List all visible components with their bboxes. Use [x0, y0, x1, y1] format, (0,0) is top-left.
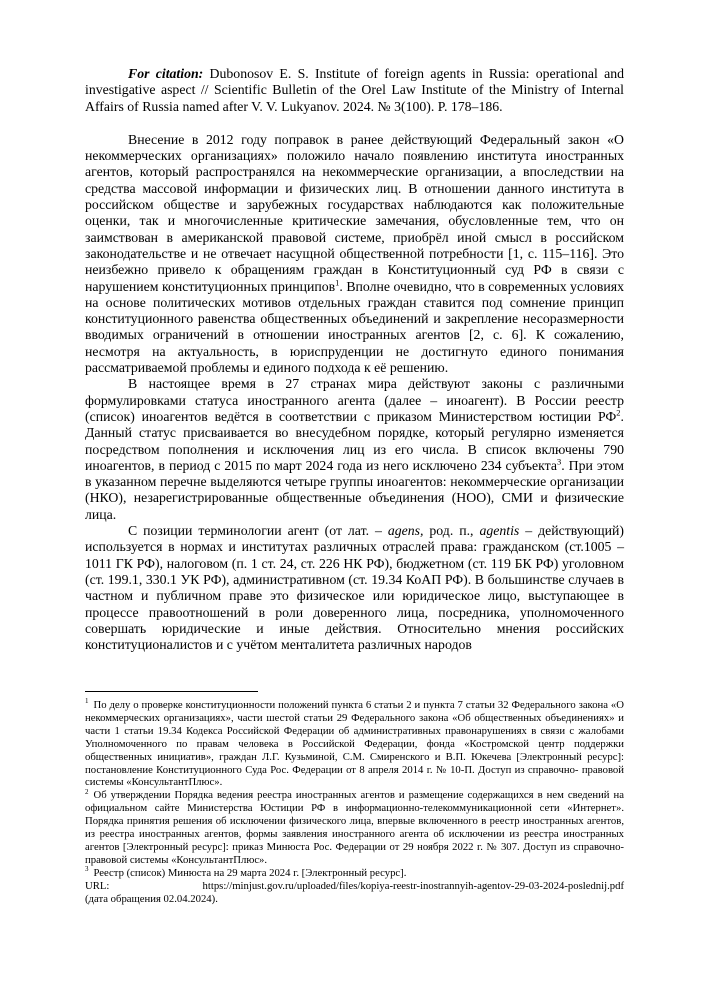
source-link[interactable]: https://minjust.gov.ru/uploaded/files/kopiya-reestr-inostrannyih-agentov-29-03-2024-poslednij.pdf	[202, 879, 624, 892]
citation-lead: For citation:	[128, 66, 204, 81]
footnote-text: По делу о проверке конституционности положений пункта 6 статьи 2 и пункта 7 статьи 32 Федерального закона «О некоммерческих организациях», части шестой статьи 29 Федерального закона «Об общественных объединениях» и части 1 статьи 19.34 Кодекса Российской Федерации об административных правонарушениях в связи с жалобами Уполномоченного по правам человека в Российской Федерации, фонда «Костромской центр поддержки общественных инициатив», граждан Л.Г. Кузьминой, С.М. Смиренского и В.П. Юкечева [Электронный ресурс]: постановление Конституционного Суда Рос. Федерации от 8 апреля 2014 г. № 10-П. Доступ из справочно- правовой системы «КонсультантПлюс».	[85, 699, 624, 789]
footnote-ref-1[interactable]: 1	[335, 276, 340, 287]
footnote-ref-2[interactable]: 2	[616, 407, 621, 418]
latin-term-agens: agens,	[387, 523, 424, 539]
paragraph-text: С позиции терминологии агент (от лат. –	[128, 523, 388, 539]
paragraph-text: – действующий) используется в нормах и институтах различных отраслей права: гражданском (ст.1005 – 1011 ГК РФ), налоговом (п. 1 ст. 24, ст. 226 НК РФ), бюджетном (ст. 119 БК РФ) уголовном (ст. 199.1, 330.1 УК РФ), административном (ст. 19.34 КоАП РФ). В большинстве случаев в частном и публичном праве это физическое или юридическое лицо, выступающее в процессе правоотношений в роли доверенного лица, посредника, уполномоченного совершать юридические и иные действия. Относительно мнения российских конституционалистов и с учётом менталитета различных народов	[85, 523, 624, 653]
footnote-number: 3	[85, 865, 89, 874]
footnote-number: 2	[85, 787, 89, 796]
paragraph-text: род. п.,	[423, 523, 480, 539]
paragraph-text: В настоящее время в 27 странах мира действуют законы с различными формулировками статуса иностранного агента (далее – иноагент). В России реестр (список) иноагентов ведётся в соответствии с приказом Министерством юстиции РФ	[85, 376, 624, 424]
latin-term-agentis: agentis	[479, 523, 520, 539]
body-paragraph-3	[85, 523, 624, 653]
footnote-ref-3[interactable]: 3	[556, 456, 562, 467]
footnote-text: Реестр (список) Минюста на 29 марта 2024 г. [Электронный ресурс].	[93, 866, 407, 879]
footnote-url-line	[85, 880, 624, 893]
body-paragraph-2	[85, 376, 624, 523]
footnote-1	[85, 699, 624, 789]
footnote-3	[85, 867, 624, 880]
url-label: URL:	[85, 879, 110, 892]
citation	[85, 66, 624, 115]
footnote-2	[85, 789, 624, 866]
paragraph-text: . При этом в указанном перечне выделяются четыре группы иноагентов: некоммерческие организации (НКО), незарегистрированные общественные объединения (НОО), СМИ и физические лица.	[85, 457, 624, 522]
footnote-number: 1	[85, 697, 89, 706]
paragraph-text: . Вполне очевидно, что в современных условиях на основе политических мотивов отдельных граждан ставится под сомнение принцип конституционного равенства общественных объединений и закрепление несоразмерности вводимых ограничений в отношении иностранных агентов [2, с. 6]. К сожалению, несмотря на актуальность, в юриспруденции не достигнуто единого понимания рассматриваемой проблемы и единого подхода к её решению.	[85, 278, 625, 376]
paragraph-text: Внесение в 2012 году поправок в ранее действующий Федеральный закон «О некоммерческих организациях» положило начало появлению института иностранных агентов, который распространялся на некоммерческие организации, а впоследствии на средства массовой информации и физических лиц. В отношении данного института в российском обществе и зарубежных государствах наблюдаются как положительные оценки, так и многочисленные критические замечания, обусловленные тем, что он заимствован в американской правовой системе, приобрёл иной смысл в российском законодательстве и не отвечает насущной общественной потребности [1, с. 115–116]. Это неизбежно привело к обращениям граждан в Конституционный суд РФ в связи с нарушением конституционных принципов	[85, 131, 624, 294]
article-page	[85, 66, 624, 653]
citation-text: Dubonosov E. S. Institute of foreign agents in Russia: operational and investigative aspect // Scientific Bulletin of the Orel Law Institute of the Ministry of Internal Affairs of Russia named after V. V. Lukyanov. 2024. № 3(100). P. 178–186.	[85, 66, 624, 114]
body-paragraph-1	[85, 132, 624, 376]
footnote-text: Об утверждении Порядка ведения реестра иностранных агентов и размещение содержащихся в нем сведений на официальном сайте Министерства Юстиции РФ в информационно-телекоммуникационной сети «Интернет». Порядка принятия решения об исключении физического лица, впервые включенного в реестр иностранных агентов, из реестра иностранных агентов, формы заявления иностранного агента об исключении из реестра иностранных агентов [Электронный ресурс]: приказ Минюста Рос. Федерации от 29 ноября 2022 г. № 307. Доступ из справочно- правовой системы «КонсультантПлюс».	[85, 789, 624, 866]
footnote-access-date: (дата обращения 02.04.2024).	[85, 892, 218, 905]
footnote-separator	[85, 691, 258, 692]
footnotes	[85, 699, 624, 906]
paragraph-text: . Данный статус присваивается во внесудебном порядке, который регулярно изменяется посредством пополнения и исключения лиц из его числа. В список включены 790 иноагентов, в период с 2015 по март 2024 года из него исключено 234 субъекта	[85, 408, 624, 473]
